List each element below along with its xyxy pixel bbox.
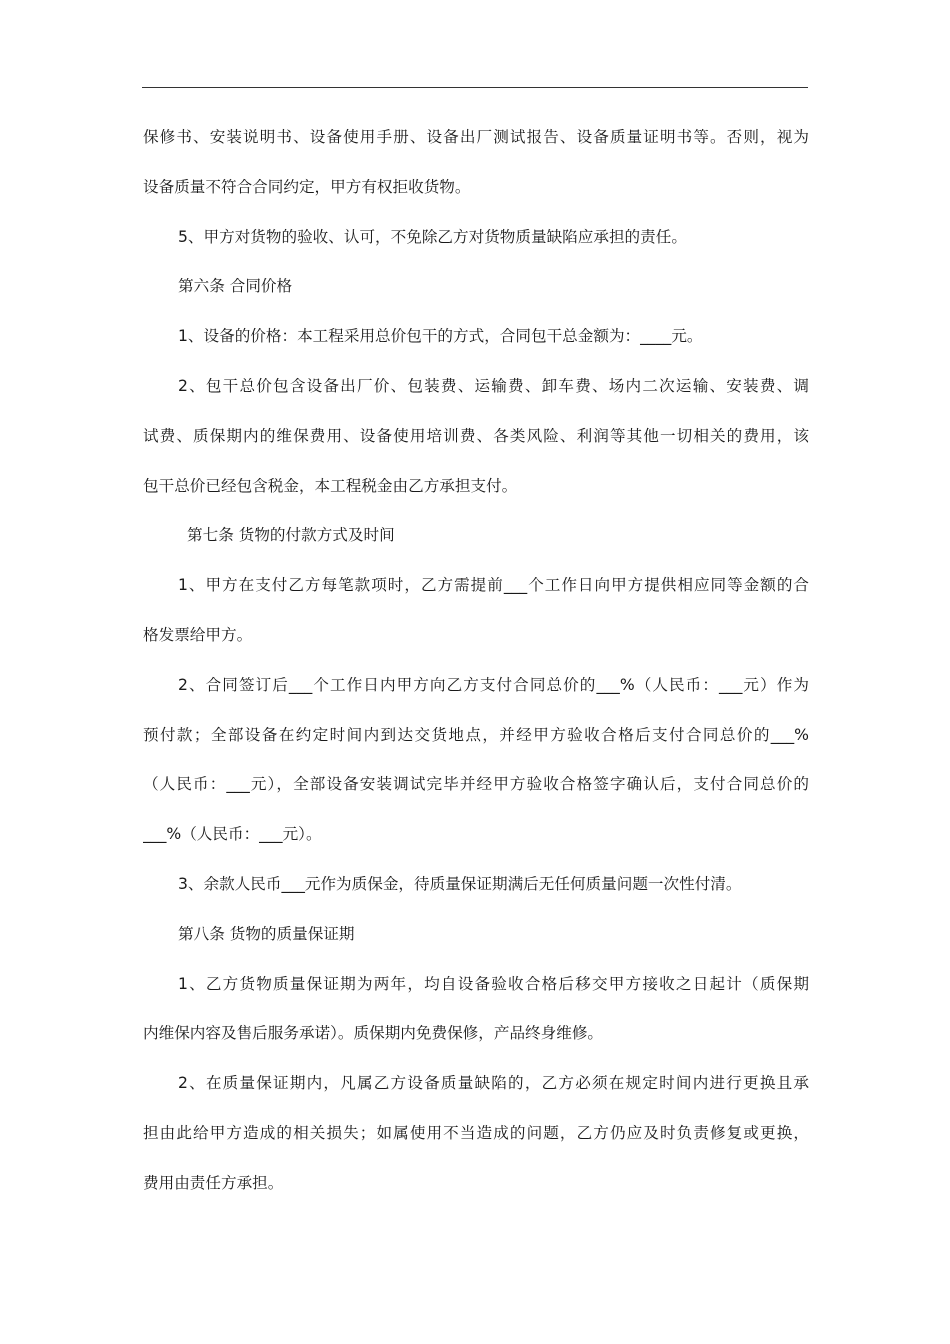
text-line: 2、包干总价包含设备出厂价、包装费、运输费、卸车费、场内二次运输、安装费、调 xyxy=(178,376,809,395)
section-heading-8: 第八条 货物的质量保证期 xyxy=(178,924,355,943)
text-line: （人民币：___元），全部设备安装调试完毕并经甲方验收合格签字确认后，支付合同总价的 xyxy=(143,775,809,794)
text-line: 试费、质保期内的维保费用、设备使用培训费、各类风险、利润等其他一切相关的费用，该 xyxy=(143,426,809,445)
text-line: 包干总价已经包含税金，本工程税金由乙方承担支付。 xyxy=(143,476,518,495)
text-line: 设备质量不符合合同约定，甲方有权拒收货物。 xyxy=(143,177,471,196)
section-heading-6: 第六条 合同价格 xyxy=(178,277,293,296)
section-heading-7: 第七条 货物的付款方式及时间 xyxy=(187,526,395,545)
text-line: 2、合同签订后___个工作日内甲方向乙方支付合同总价的___%（人民币：___元）作为 xyxy=(178,675,809,694)
text-line: 保修书、安装说明书、设备使用手册、设备出厂测试报告、设备质量证明书等。否则，视为 xyxy=(143,128,809,146)
text-line: 格发票给甲方。 xyxy=(143,625,253,644)
text-line: 1、乙方货物质量保证期为两年，均自设备验收合格后移交甲方接收之日起计（质保期 xyxy=(178,974,809,993)
text-line: 内维保内容及售后服务承诺）。质保期内免费保修，产品终身维修。 xyxy=(143,1024,604,1043)
text-line: 预付款；全部设备在约定时间内到达交货地点，并经甲方验收合格后支付合同总价的___% xyxy=(143,725,809,744)
contract-body xyxy=(143,113,809,1209)
text-line: 3、余款人民币___元作为质保金，待质量保证期满后无任何质量问题一次性付清。 xyxy=(178,874,742,893)
text-line: 1、甲方在支付乙方每笔款项时，乙方需提前___个工作日向甲方提供相应同等金额的合 xyxy=(178,576,809,595)
text-line: ___%（人民币：___元）。 xyxy=(143,825,322,844)
text-line: 1、设备的价格：本工程采用总价包干的方式，合同包干总金额为：____元。 xyxy=(178,327,703,346)
text-line: 担由此给甲方造成的相关损失；如属使用不当造成的问题，乙方仍应及时负责修复或更换， xyxy=(143,1123,809,1142)
text-line: 费用由责任方承担。 xyxy=(143,1173,284,1192)
text-line: 2、在质量保证期内，凡属乙方设备质量缺陷的，乙方必须在规定时间内进行更换且承 xyxy=(178,1074,809,1093)
header-rule xyxy=(142,87,808,88)
text-line: 5、甲方对货物的验收、认可，不免除乙方对货物质量缺陷应承担的责任。 xyxy=(178,227,687,246)
